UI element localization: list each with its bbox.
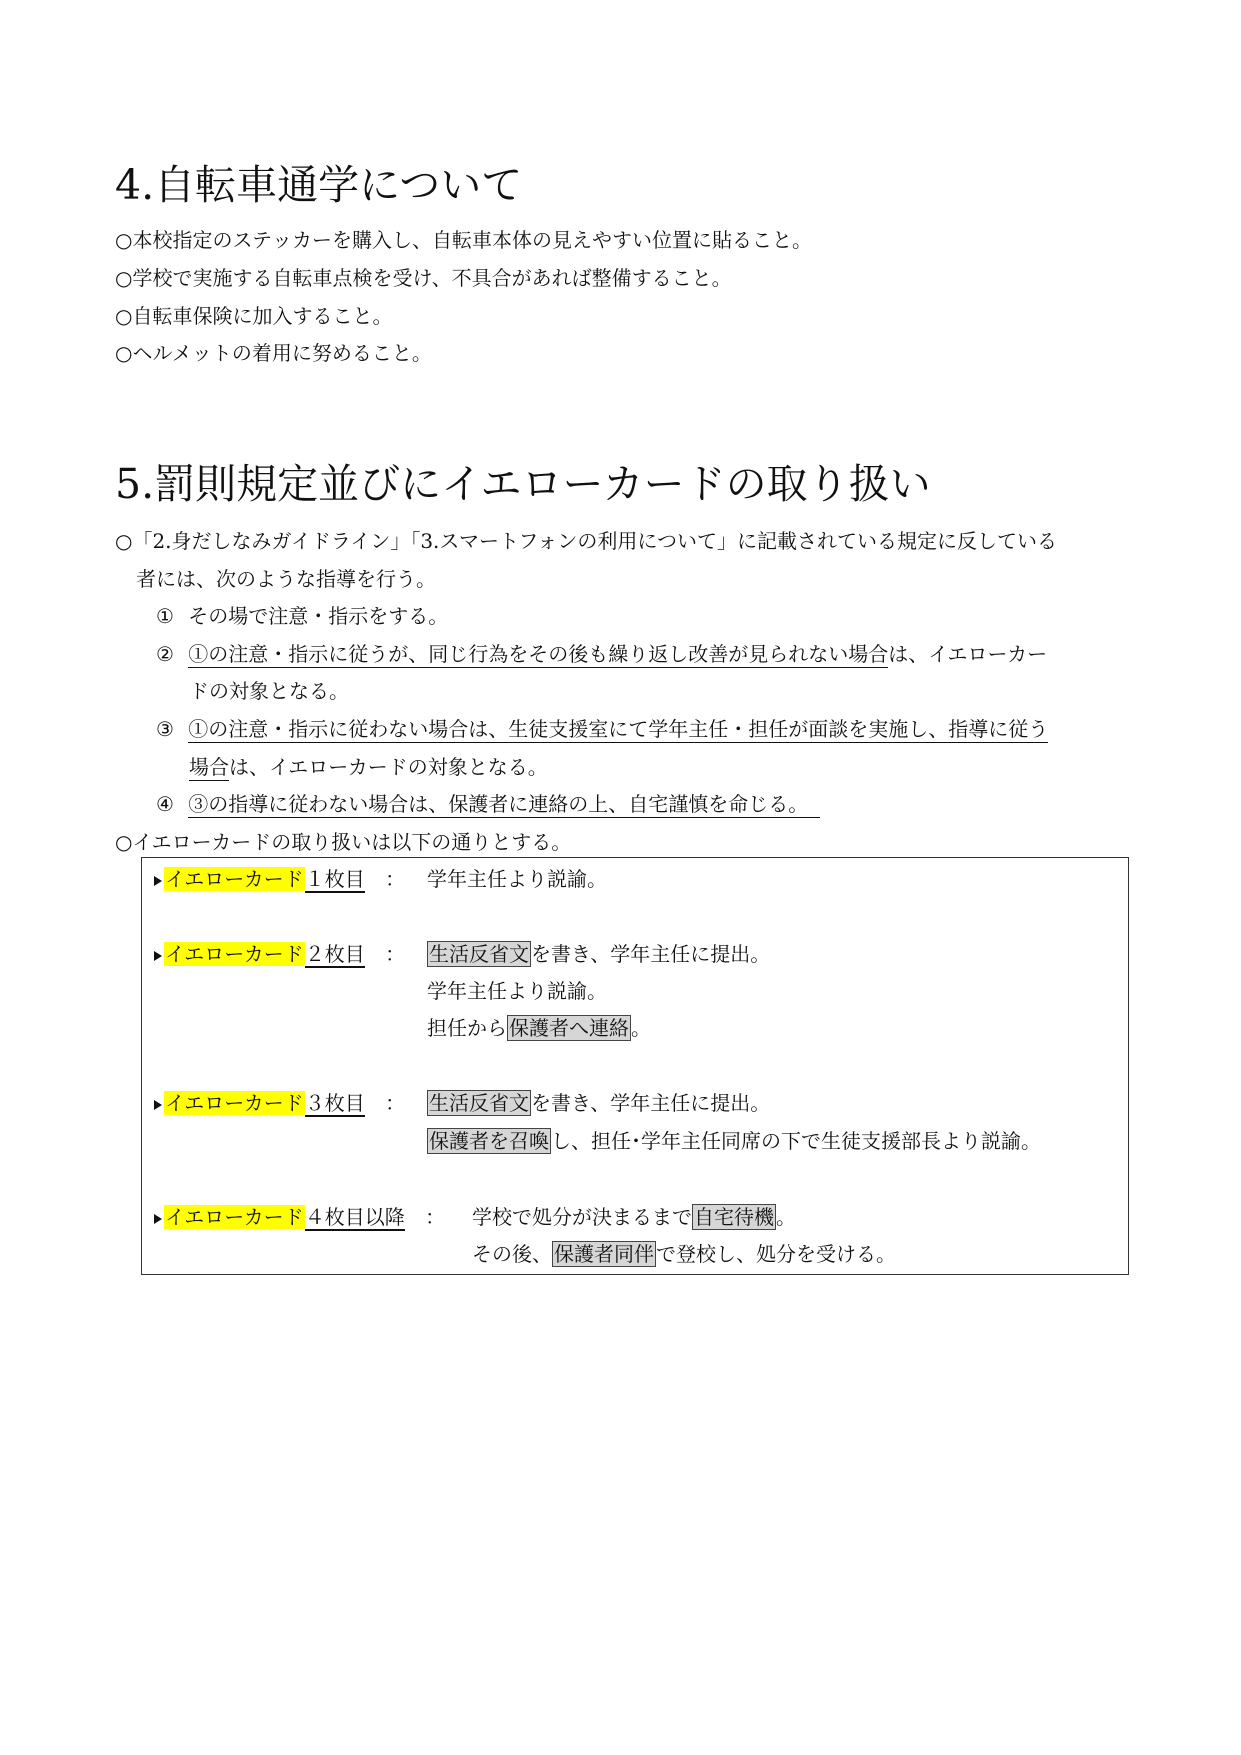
section-4-heading: 4.自転車通学について — [115, 161, 523, 209]
yellow-card-label: イエローカード — [165, 1205, 304, 1229]
step-3-line2-underlined: 場合 — [189, 755, 229, 779]
yellow-card-table — [141, 857, 1129, 1275]
card-4-action-2-prefix: その後、 — [472, 1242, 552, 1266]
card-count: ４枚目以降 — [304, 1205, 405, 1229]
contact-guardian-box: 保護者へ連絡 — [509, 1016, 629, 1040]
card-1-action: 学年主任より説諭。 — [427, 867, 607, 891]
yellow-card-2 — [154, 939, 413, 969]
home-standby-box: 自宅待機 — [694, 1205, 774, 1229]
card-2-action-1 — [427, 939, 770, 969]
triangle-bullet-icon — [154, 1214, 162, 1224]
yellow-card-label: イエローカード — [165, 1091, 304, 1115]
card-3-action-1-text: を書き、学年主任に提出。 — [531, 1091, 771, 1115]
yellow-card-intro: ○イエローカードの取り扱いは以下の通りとする。 — [115, 830, 572, 854]
penalty-intro-line1: ○「2.身だしなみガイドライン」「3.スマートフォンの利用について」に記載されている規定に反している — [115, 529, 1058, 553]
card-2-action-3-suffix: 。 — [631, 1016, 651, 1040]
section-5-heading: 5.罰則規定並びにイエローカードの取り扱い — [115, 460, 931, 508]
card-4-action-1-suffix: 。 — [776, 1205, 796, 1229]
step-1-text: その場で注意・指示をする。 — [188, 604, 449, 628]
bicycle-rule-insurance: ○自転車保険に加入すること。 — [115, 304, 393, 328]
card-count: ２枚目 — [304, 942, 365, 966]
guardian-accompany-box: 保護者同伴 — [554, 1242, 654, 1266]
step-2-underlined-text: ①の注意・指示に従うが、同じ行為をその後も繰り返し改善が見られない場合 — [188, 642, 889, 666]
card-count: １枚目 — [304, 867, 365, 891]
card-3-action-2 — [427, 1126, 1041, 1156]
yellow-card-label: イエローカード — [165, 867, 304, 891]
card-count: ３枚目 — [304, 1091, 365, 1115]
penalty-intro-line2: 者には、次のような指導を行う。 — [136, 567, 436, 591]
summon-guardian-box: 保護者を召喚 — [429, 1129, 549, 1153]
step-1 — [156, 602, 448, 630]
colon: ： — [385, 942, 406, 966]
bicycle-rule-inspection: ○学校で実施する自転車点検を受け、不具合があれば整備すること。 — [115, 266, 732, 290]
step-2 — [156, 640, 1047, 668]
card-3-action-1 — [427, 1088, 770, 1118]
yellow-card-3 — [154, 1088, 413, 1118]
reflection-essay-box: 生活反省文 — [429, 942, 529, 966]
step-3-number: ③ — [156, 717, 174, 741]
card-4-action-1 — [472, 1202, 796, 1232]
card-4-action-2 — [472, 1239, 896, 1269]
card-2-action-2: 学年主任より説諭。 — [427, 979, 607, 1003]
card-2-action-1-text: を書き、学年主任に提出。 — [531, 942, 771, 966]
step-4 — [156, 790, 820, 818]
reflection-essay-box: 生活反省文 — [429, 1091, 529, 1115]
step-2-text: は、イエローカー — [888, 642, 1048, 666]
card-3-action-2-text: し、担任･学年主任同席の下で生徒支援部長より説諭。 — [551, 1129, 1041, 1153]
yellow-card-1 — [154, 864, 413, 894]
colon: ： — [425, 1205, 446, 1229]
triangle-bullet-icon — [154, 1100, 162, 1110]
triangle-bullet-icon — [154, 951, 162, 961]
step-3-line2-text: は、イエローカードの対象となる。 — [229, 755, 548, 779]
card-2-action-3-prefix: 担任から — [427, 1016, 507, 1040]
step-3-line2 — [189, 753, 548, 781]
step-2-number: ② — [156, 642, 174, 666]
step-3 — [156, 715, 1048, 743]
card-4-action-1-prefix: 学校で処分が決まるまで — [472, 1205, 692, 1229]
triangle-bullet-icon — [154, 876, 162, 886]
step-4-underlined-text: ③の指導に従わない場合は、保護者に連絡の上、自宅謹慎を命じる。 — [188, 792, 820, 818]
card-4-action-2-suffix: で登校し、処分を受ける。 — [656, 1242, 896, 1266]
step-2-line2: ドの対象となる。 — [189, 679, 349, 703]
step-3-underlined-text: ①の注意・指示に従わない場合は、生徒支援室にて学年主任・担任が面談を実施し、指導に従う — [188, 717, 1049, 741]
colon: ： — [385, 867, 406, 891]
bicycle-rule-helmet: ○ヘルメットの着用に努めること。 — [115, 341, 432, 365]
step-1-number: ① — [156, 604, 174, 628]
colon: ： — [385, 1091, 406, 1115]
yellow-card-label: イエローカード — [165, 942, 304, 966]
card-2-action-3 — [427, 1013, 651, 1043]
step-4-number: ④ — [156, 792, 174, 816]
yellow-card-4 — [154, 1202, 453, 1232]
bicycle-rule-sticker: ○本校指定のステッカーを購入し、自転車本体の見えやすい位置に貼ること。 — [115, 228, 813, 252]
